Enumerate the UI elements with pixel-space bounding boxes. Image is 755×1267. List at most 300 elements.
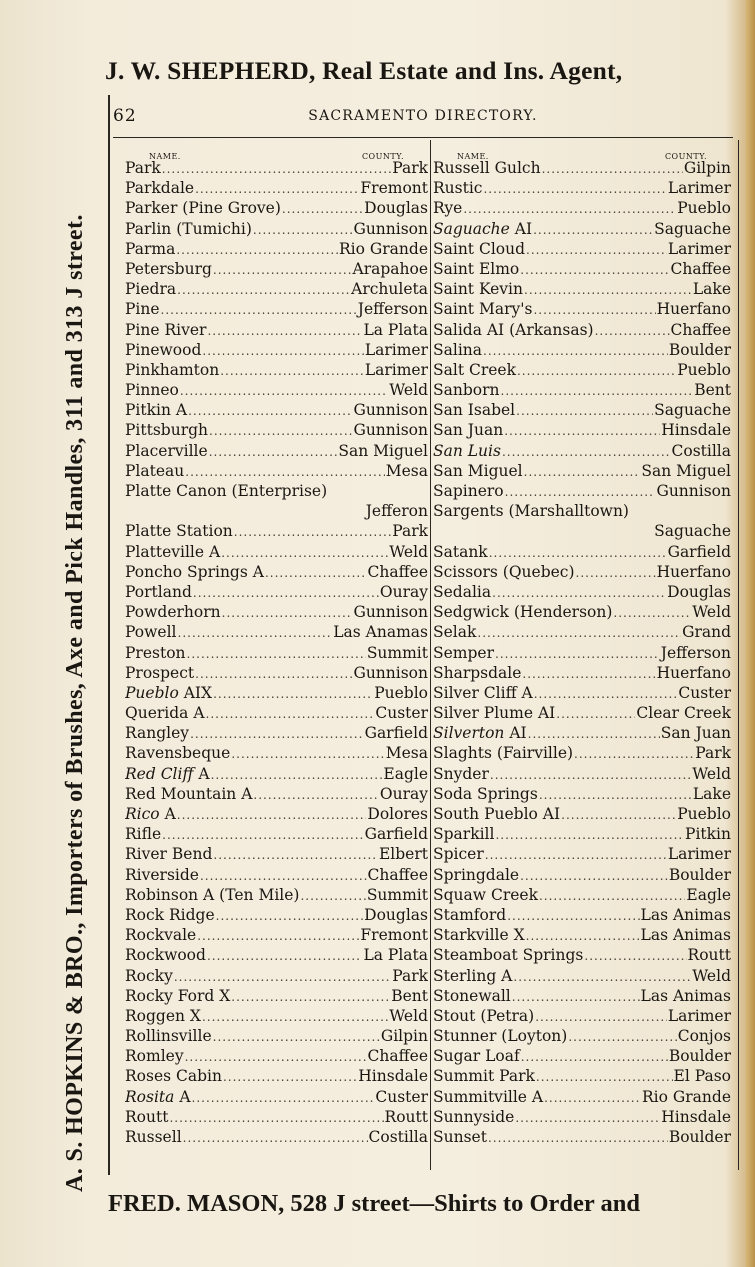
dot-leader [193,583,379,602]
county-name: Garfield [364,825,428,844]
place-name: Rifle [125,825,162,844]
dot-leader [535,1007,667,1026]
dot-leader [192,1088,375,1107]
dot-leader [490,765,691,784]
county-name: Chaffee [367,1047,428,1066]
place-name-italic: Saguache [433,219,510,238]
page-header [113,106,733,134]
directory-entry [125,279,428,299]
page-title: SACRAMENTO DIRECTORY. [308,108,538,124]
county-name: Elbert [378,845,428,864]
dot-leader [477,623,681,642]
column-divider [430,140,431,1170]
dot-leader [492,583,666,602]
county-name: San Miguel [338,441,428,460]
place-name: Saint Elmo [433,259,520,278]
directory-entry [125,461,428,481]
county-name: Weld [389,381,428,400]
directory-entry [433,683,731,703]
directory-entry [125,1066,428,1086]
dot-leader [187,644,366,663]
dot-leader [162,159,391,178]
directory-entry [125,340,428,360]
place-name [125,764,210,784]
dot-leader [483,341,668,360]
county-name: Larimer [364,340,428,359]
place-name-suffix: A [174,1087,191,1106]
directory-entry [433,400,731,420]
place-name: Russell [125,1128,182,1146]
place-name: Slaghts (Fairville) [433,744,574,763]
place-name [433,219,532,239]
directory-entry [433,320,731,340]
place-name: Summitville A [433,1087,544,1106]
county-name: Boulder [668,340,731,359]
directory-entry [433,1066,731,1086]
place-name: Silver Plume AI [433,704,556,723]
directory-entry [125,521,428,541]
directory-entry [433,501,731,521]
county-name: Las Anamas [333,623,428,642]
place-name: Springdale [433,865,520,884]
dot-leader [207,321,362,340]
dot-leader [513,967,691,986]
dot-leader [512,987,640,1006]
county-name: Park [392,159,428,177]
county-name: Gilpin [683,159,731,177]
directory-entry [433,925,731,945]
directory-entry [125,1026,428,1046]
directory-entry [433,743,731,763]
place-name: Rangley [125,724,190,743]
directory-entry [433,723,731,743]
place-name: Robinson A (Ten Mile) [125,885,300,904]
directory-entry [125,441,428,461]
place-name: Pine [125,300,160,319]
left-border-rule [108,95,110,1175]
dot-leader [520,866,668,885]
directory-entry [125,299,428,319]
place-name: Red Mountain A [125,784,253,803]
county-name: Pueblo [374,683,428,702]
place-name: Russell Gulch [433,159,541,177]
dot-leader [542,159,683,178]
place-name: Saint Cloud [433,239,526,258]
directory-entry [433,360,731,380]
directory-entry [433,663,731,683]
dot-leader [222,603,353,622]
dot-leader [517,361,676,380]
county-name: Pueblo [677,805,731,823]
place-name: Rocky [125,966,173,985]
county-name: Lake [692,784,731,803]
dot-leader [206,704,375,723]
dot-leader [463,199,676,218]
dot-leader [178,623,333,642]
place-name: Portland [125,582,192,601]
dot-leader [528,724,660,743]
dot-leader [188,401,352,420]
dot-leader [488,1128,668,1147]
directory-entry [433,481,731,501]
place-name: Snyder [433,764,489,783]
place-name: Sedgwick (Henderson) [433,603,613,622]
place-name: Squaw Creek [433,885,538,904]
county-name: Larimer [667,845,731,864]
dot-leader [161,300,357,319]
place-name: Pinewood [125,340,202,359]
dot-leader [209,421,352,440]
place-name-italic: Rosita [125,1087,175,1106]
place-name: Semper [433,643,494,662]
directory-entry [433,885,731,905]
county-name: Chaffee [367,562,428,581]
county-name: San Miguel [641,461,731,480]
dot-leader [522,664,655,683]
place-name: Rye [433,199,463,218]
place-name [125,804,176,824]
directory-entry [433,1127,731,1147]
directory-entry [433,703,731,723]
directory-entry [125,925,428,945]
directory-entry [125,844,428,864]
county-name: Larimer [364,360,428,379]
county-name: Rio Grande [642,1087,731,1106]
place-name: Salida AI (Arkansas) [433,320,594,339]
place-name: Ravensbeque [125,744,231,763]
dot-leader [183,1128,368,1147]
dot-leader [507,906,639,925]
place-name: Pine River [125,320,207,339]
county-name: Boulder [668,1047,731,1066]
dot-leader [515,1108,660,1127]
county-name: Clear Creek [636,704,731,723]
county-name: Larimer [667,239,731,258]
place-name: Sterling A [433,966,513,985]
county-name: Larimer [667,179,731,198]
directory-entry [433,1107,731,1127]
place-name: Stunner (Loyton) [433,1027,568,1046]
place-name: Satank [433,542,488,561]
county-name: Archuleta [351,280,428,299]
directory-entry [125,703,428,723]
county-name: Garfield [364,724,428,743]
dot-leader [169,1108,383,1127]
county-name: Las Animas [640,905,731,924]
dot-leader [282,199,363,218]
county-name: Park [695,744,731,763]
dot-leader [209,442,338,461]
right-border-rule [738,140,739,1170]
dot-leader [265,563,367,582]
county-name: Park [392,966,428,985]
place-name: Prospect [125,663,195,682]
dot-leader [162,825,363,844]
right-column [433,144,731,1147]
place-name: Saint Mary's [433,300,533,319]
directory-entry [433,905,731,925]
place-name: Selak [433,623,477,642]
county-name: Hinsdale [661,421,731,440]
dot-leader [524,280,692,299]
directory-entry [125,804,428,824]
county-name: Eagle [686,885,731,904]
county-name: La Plata [363,320,428,339]
place-name: South Pueblo AI [433,805,561,823]
place-name: Sunnyside [433,1107,515,1126]
directory-entry [433,340,731,360]
directory-entry [433,299,731,319]
county-name: Chaffee [367,865,428,884]
place-name-italic: Pueblo [125,683,179,702]
county-name: Weld [389,542,428,561]
directory-entry [433,865,731,885]
dot-leader [213,260,352,279]
county-name: Larimer [667,1006,731,1025]
right-column-header [433,144,731,161]
name-column-heading: NAME. [149,152,181,161]
place-name: Pitkin A [125,401,188,420]
county-name: Costilla [368,1128,428,1146]
county-name: La Plata [363,946,428,965]
dot-leader [185,1047,367,1066]
place-name: Rocky Ford X [125,986,231,1005]
dot-leader [501,381,694,400]
directory-entry [125,219,428,239]
dot-leader [195,664,352,683]
county-name: Weld [692,764,731,783]
directory-entry [433,824,731,844]
place-name: Querida A [125,704,205,723]
place-name: Sedalia [433,582,492,601]
county-name: Gunnison [353,421,428,440]
county-name: Custer [375,704,428,723]
dot-leader [174,967,391,986]
county-name: Jefferon [365,502,428,521]
place-name-italic: Silverton [433,724,505,743]
place-name: Sapinero [433,482,504,500]
place-name: Romley [125,1047,184,1066]
directory-entry [433,461,731,481]
dot-leader [505,482,656,501]
left-column-header [125,144,428,161]
place-name-italic: Rico [125,805,160,823]
directory-entry [125,501,428,521]
place-name: Salt Creek [433,360,516,379]
place-name: Pinneo [125,381,179,400]
dot-leader [533,220,653,239]
dot-leader [556,704,635,723]
county-name: El Paso [673,1067,731,1086]
county-name: Gunnison [353,219,428,238]
place-name: Powell [125,623,177,642]
dot-leader [595,321,670,340]
directory-entry [125,764,428,784]
dot-leader [221,543,388,562]
county-name: Douglas [364,905,428,924]
dot-leader [231,987,390,1006]
place-name: Saint Kevin [433,280,523,299]
place-name: Sugar Loaf [433,1047,520,1066]
dot-leader [524,462,641,481]
dot-leader [533,300,655,319]
county-name: Douglas [364,199,428,218]
place-name: Rockwood [125,946,206,965]
county-name: Boulder [668,865,731,884]
directory-entry [125,602,428,622]
dot-leader [539,886,685,905]
dot-leader [176,240,338,259]
bottom-advertisement: FRED. MASON, 528 J street—Shirts to Order and [108,1190,640,1217]
directory-entry [433,622,731,642]
county-name: Grand [682,623,731,642]
dot-leader [180,381,388,400]
dot-leader [544,1088,641,1107]
county-name: Las Animas [640,926,731,945]
dot-leader [536,1067,673,1086]
top-advertisement: J. W. SHEPHERD, Real Estate and Ins. Agent, [105,56,623,85]
directory-entry [433,521,731,541]
place-name [125,683,212,703]
dot-leader [195,179,359,198]
place-name-italic: Red Cliff [125,764,194,783]
county-name: Lake [692,280,731,299]
county-name: Huerfano [656,300,731,319]
county-name: Mesa [385,461,428,480]
county-name: Gunnison [353,401,428,420]
page-number: 62 [113,106,137,126]
directory-entry [125,1006,428,1026]
directory-entry [433,259,731,279]
directory-entry [433,844,731,864]
directory-entry [125,784,428,804]
county-name: Pitkin [685,825,731,844]
directory-entry [433,1087,731,1107]
dot-leader [502,442,671,461]
directory-entry [433,198,731,218]
dot-leader [202,341,363,360]
directory-entry [433,966,731,986]
dot-leader [526,240,667,259]
place-name: Parlin (Tumichi) [125,219,252,238]
place-name: Steamboat Springs [433,946,584,965]
place-name-italic: San Luis [433,441,501,460]
place-name: Sharpsdale [433,663,522,682]
place-name: Platteville A [125,542,221,561]
dot-leader [231,744,384,763]
place-name: Plateau [125,461,185,480]
place-name: Routt [125,1107,169,1126]
county-name: Routt [384,1107,428,1126]
county-name: Weld [692,966,731,985]
county-name: Gunnison [656,482,731,500]
directory-entry [125,239,428,259]
directory-entry [125,824,428,844]
dot-leader [220,361,364,380]
directory-entry [433,945,731,965]
place-name: Starkville X [433,926,525,945]
dot-leader [516,401,653,420]
county-name: Fremont [360,926,428,945]
directory-entry [125,259,428,279]
place-name-suffix: AI [509,219,533,238]
directory-entry [433,542,731,562]
county-name: Bent [694,381,731,400]
directory-entry [125,400,428,420]
county-name: Routt [687,946,731,965]
dot-leader [216,906,364,925]
county-name: Pueblo [677,199,731,218]
place-name: River Bend [125,845,213,864]
place-name: Rollinsville [125,1027,212,1046]
place-name-suffix: AIX [178,683,213,702]
directory-entry [125,198,428,218]
place-name: Summit Park [433,1067,535,1086]
county-name: Summit [366,885,428,904]
directory-entry [433,239,731,259]
county-name: Gunnison [353,603,428,622]
place-name: Sargents (Marshalltown) [433,502,629,521]
directory-entry [125,663,428,683]
place-name: Sanborn [433,381,500,400]
directory-entry [433,986,731,1006]
dot-leader [200,866,367,885]
place-name: Park [125,159,161,177]
dot-leader [177,280,350,299]
directory-entry [433,784,731,804]
directory-entry [433,643,731,663]
dot-leader [520,260,669,279]
place-name: San Miguel [433,461,523,480]
county-name: Fremont [360,179,428,198]
place-name-suffix: A [193,764,210,783]
place-name: Petersburg [125,259,212,278]
dot-leader [185,462,384,481]
directory-entry [125,683,428,703]
place-name: Sunset [433,1128,487,1146]
directory-entry [125,622,428,642]
dot-leader [197,926,359,945]
directory-entry [125,542,428,562]
county-name: Eagle [383,764,428,783]
place-name: Powderhorn [125,603,221,622]
county-name: Custer [678,683,731,702]
county-name: Douglas [667,582,731,601]
place-name: Soda Springs [433,784,538,803]
directory-entry [125,986,428,1006]
place-name: San Isabel [433,401,516,420]
directory-entry [125,905,428,925]
place-name: Pittsburgh [125,421,209,440]
county-name: Ouray [379,582,428,601]
dot-leader [561,805,676,824]
county-name: Chaffee [670,320,731,339]
directory-entry [433,1046,731,1066]
directory-entry [125,320,428,340]
place-name: Rustic [433,179,483,198]
directory-entry [125,1107,428,1127]
dot-leader [534,684,678,703]
dot-leader [495,825,684,844]
directory-entry [125,643,428,663]
county-name: Gilpin [380,1027,428,1046]
place-name: Piedra [125,280,177,299]
county-name: Park [392,522,428,541]
county-name: Chaffee [670,259,731,278]
place-name-suffix: AI [504,724,527,743]
place-name: Salina [433,340,482,359]
directory-entry [125,360,428,380]
